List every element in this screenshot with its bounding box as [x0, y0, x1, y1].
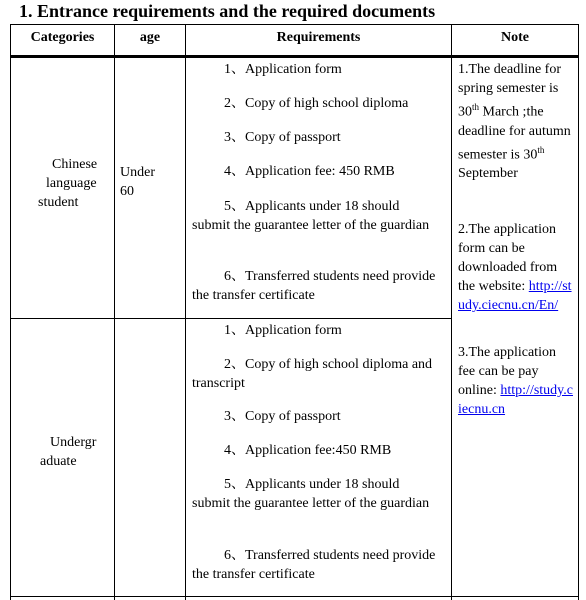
requirement-item: 3、Copy of passport [224, 130, 341, 145]
note-deadline-text: September [458, 166, 518, 182]
requirement-item: 3、Copy of passport [224, 409, 341, 424]
note-deadline-text: 1.The deadline for spring semester is 30 [458, 62, 562, 120]
header-categories: Categories [30, 30, 95, 45]
note-superscript: th [537, 144, 545, 155]
payment-link[interactable]: http://study.ciecnu.cn [458, 383, 573, 417]
age-value [120, 163, 182, 201]
note-deadline-text: March ;the deadline for autumn semester is 30 [458, 104, 571, 163]
note-payment [458, 343, 576, 419]
category-line: student [38, 195, 79, 210]
requirement-item: 2、Copy of high school diploma and transcript [192, 357, 433, 391]
category-undergraduate [11, 433, 114, 471]
requirement-item: 1、Application form [224, 62, 342, 77]
requirement-item: 5、Applicants under 18 should submit the guarantee letter of the guardian [192, 199, 430, 233]
age-line: Under [120, 165, 155, 180]
category-chinese-language-student [11, 155, 114, 212]
note-download-text: 2.The application form can be downloaded from the website: [458, 222, 558, 294]
header-note: Note [501, 30, 529, 45]
requirement-item: 6、Transferred students need provide the transfer certificate [192, 548, 436, 582]
note-payment-text: 3.The application fee can be pay online: [458, 345, 556, 398]
requirement-item: 5、Applicants under 18 should submit the guarantee letter of the guardian [192, 477, 430, 511]
requirement-item: 4、Application fee: 450 RMB [224, 164, 395, 179]
requirement-item: 6、Transferred students need provide the transfer certificate [192, 269, 436, 303]
age-line: 60 [120, 184, 134, 199]
section-heading: 1. Entrance requirements and the required documents [19, 1, 436, 21]
category-line: language [46, 176, 97, 191]
category-line: Chinese [52, 157, 98, 172]
note-superscript: th [472, 102, 480, 112]
note-download [458, 220, 576, 315]
requirement-item: 1、Application form [224, 323, 342, 338]
download-link[interactable]: http://study.ciecnu.cn/En/ [458, 279, 572, 313]
category-line: aduate [40, 454, 77, 469]
header-requirements: Requirements [276, 30, 361, 45]
note-deadline [458, 60, 576, 183]
header-age: age [139, 30, 161, 45]
category-line: Undergr [50, 435, 97, 450]
requirement-item: 4、Application fee:450 RMB [224, 443, 392, 458]
requirement-item: 2、Copy of high school diploma [224, 96, 409, 111]
